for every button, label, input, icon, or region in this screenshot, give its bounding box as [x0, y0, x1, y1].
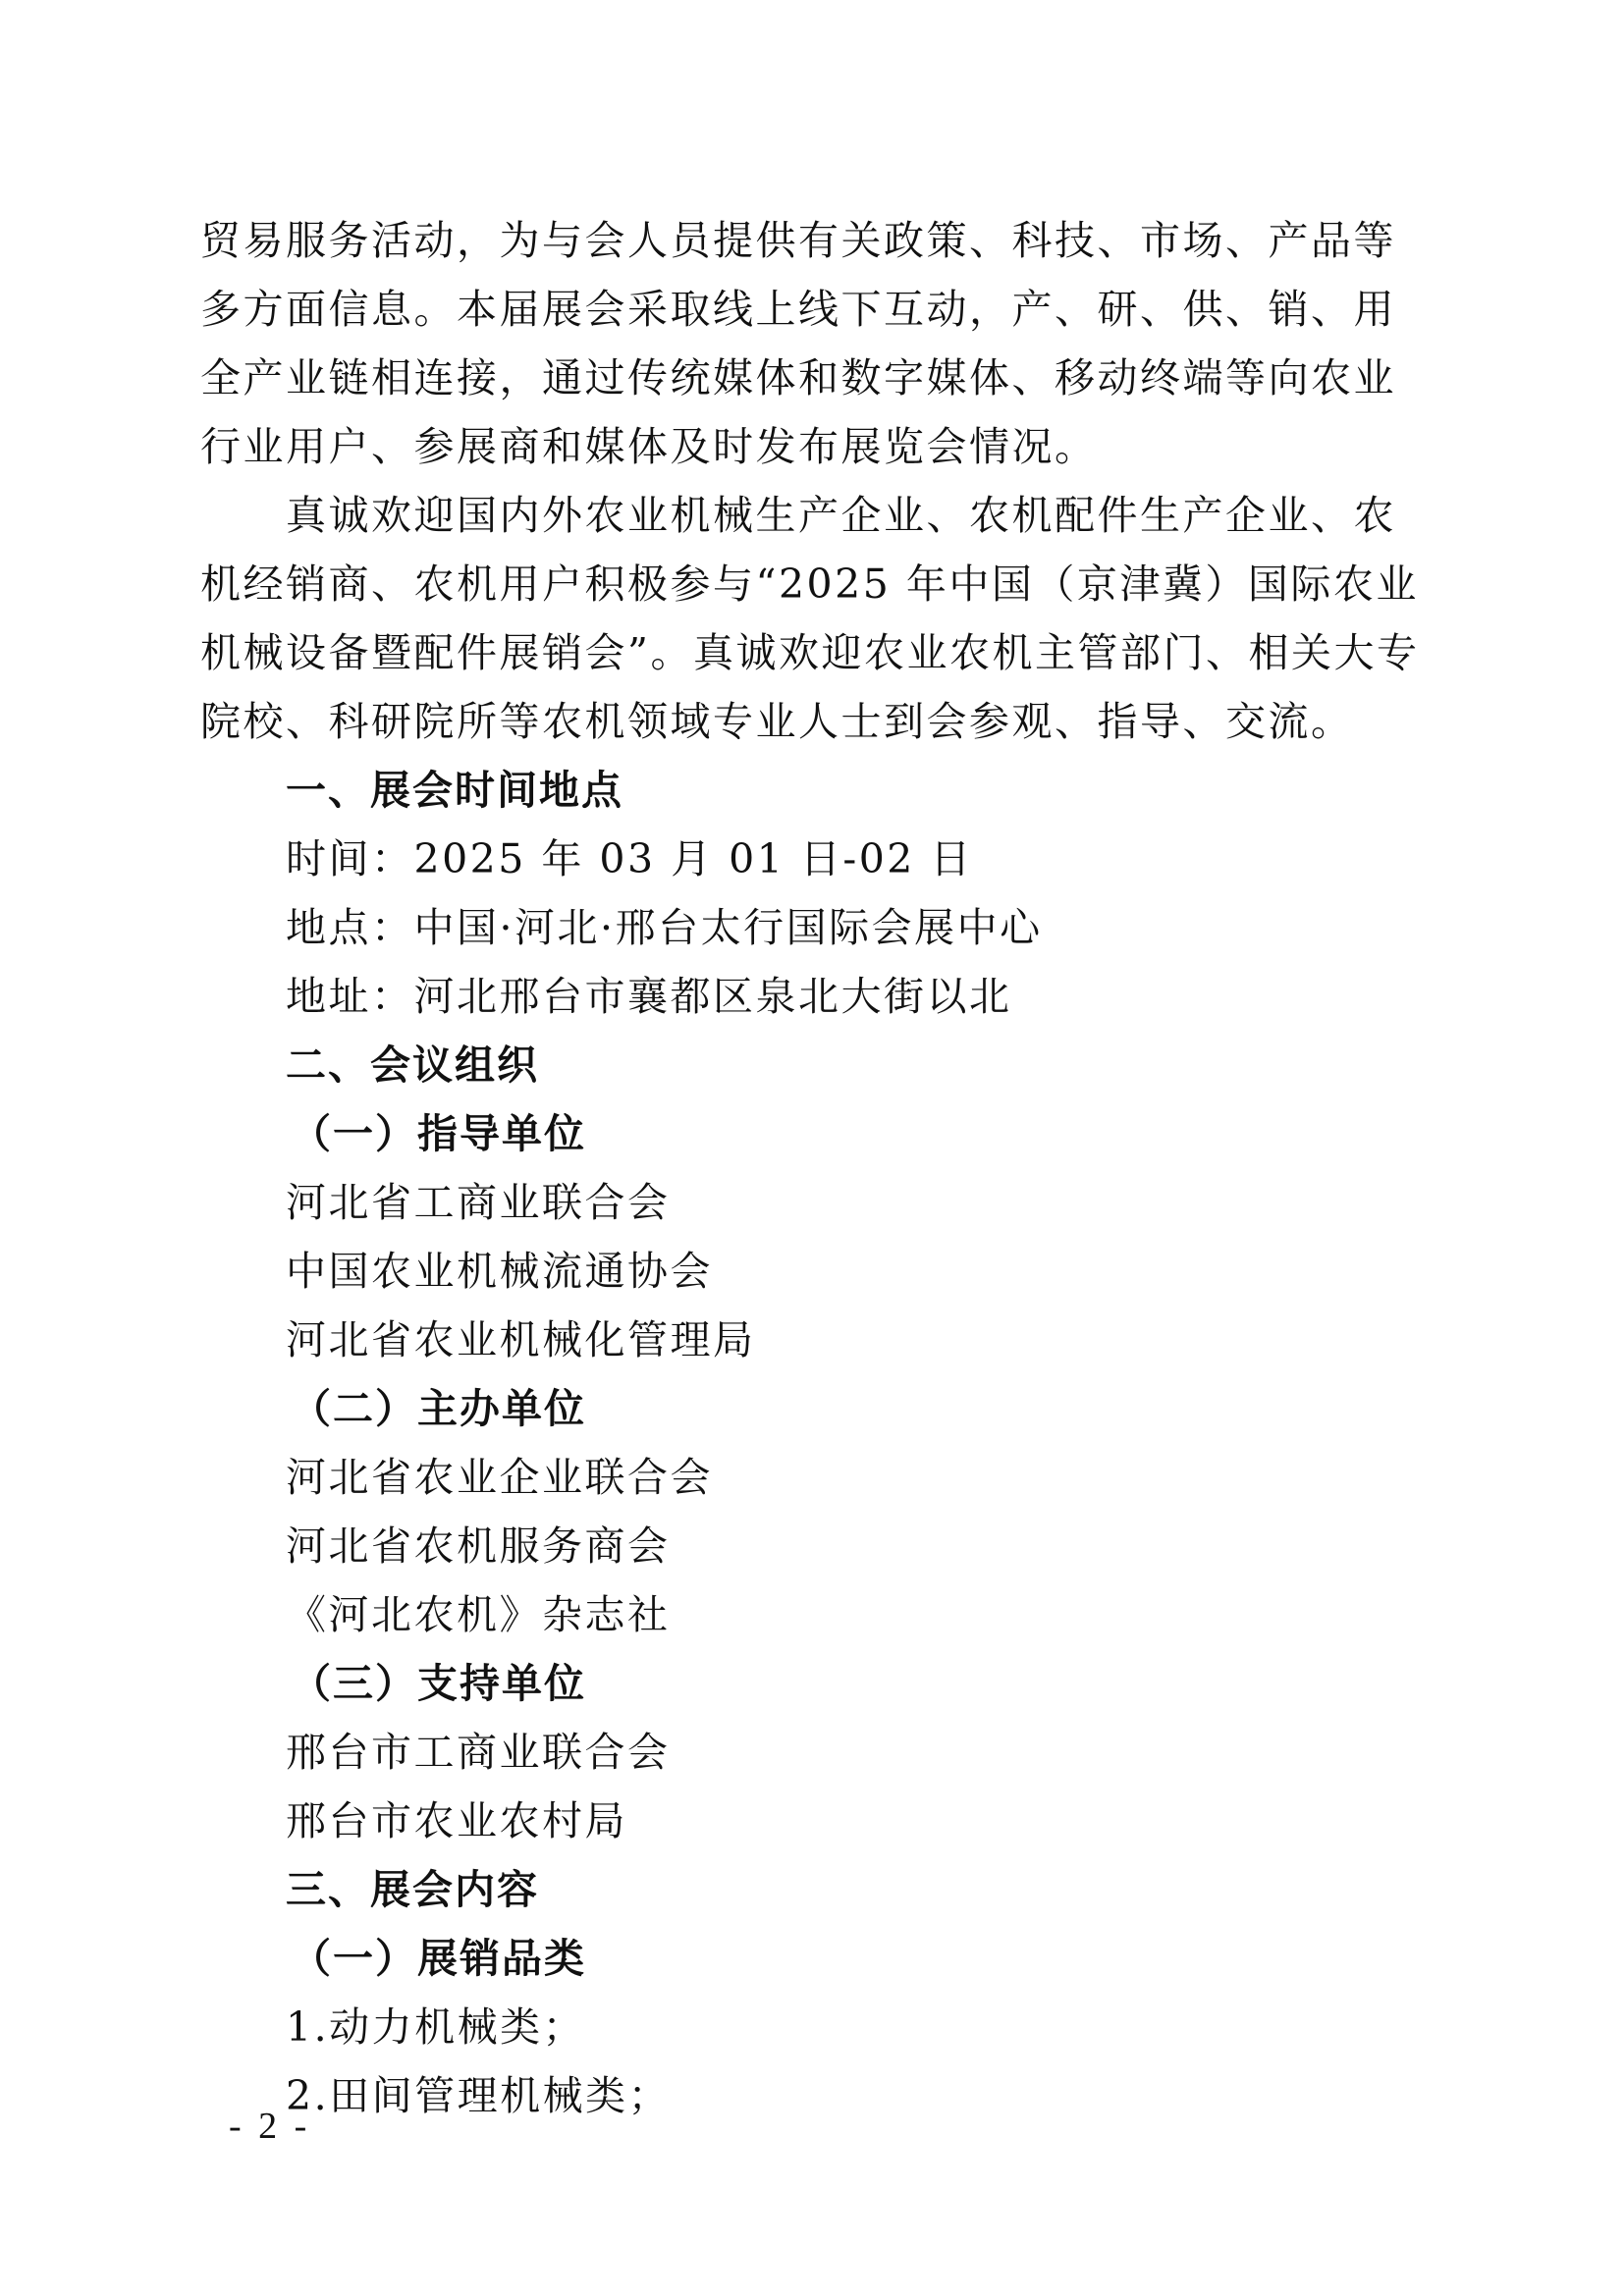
- document-body: [200, 206, 1428, 2130]
- paragraph-line: 院校、科研院所等农机领域专业人士到会参观、指导、交流。: [200, 698, 1354, 745]
- category-item: 1.动力机械类；: [286, 2003, 586, 2051]
- section-heading: 二、会议组织: [286, 1041, 539, 1089]
- page-number: - 2 -: [229, 2106, 311, 2147]
- category-item: 2.田间管理机械类；: [286, 2072, 672, 2119]
- organization-item: 邢台市工商业联合会: [286, 1729, 671, 1776]
- organization-item: 河北省农业机械化管理局: [286, 1316, 756, 1363]
- subsection-heading: （三）支持单位: [291, 1660, 586, 1707]
- event-time: 时间：2025 年 03 月 01 日-02 日: [286, 835, 973, 882]
- paragraph-line: 行业用户、参展商和媒体及时发布展览会情况。: [200, 423, 1098, 470]
- subsection-heading: （一）展销品类: [291, 1935, 586, 1982]
- paragraph-line: 贸易服务活动，为与会人员提供有关政策、科技、市场、产品等: [200, 217, 1396, 264]
- section-heading: 一、展会时间地点: [286, 767, 623, 814]
- organization-item: 邢台市农业农村局: [286, 1797, 627, 1844]
- paragraph-line: 多方面信息。本届展会采取线上线下互动，产、研、供、销、用: [200, 286, 1396, 333]
- organization-item: 河北省农业企业联合会: [286, 1454, 713, 1501]
- organization-item: 中国农业机械流通协会: [286, 1248, 713, 1295]
- event-address: 地址：河北邢台市襄都区泉北大街以北: [286, 973, 1012, 1020]
- paragraph-line: 真诚欢迎国内外农业机械生产企业、农机配件生产企业、农: [286, 492, 1396, 539]
- paragraph-line: 机经销商、农机用户积极参与“2025 年中国（京津冀）国际农业: [200, 561, 1419, 608]
- organization-item: 河北省农机服务商会: [286, 1522, 671, 1570]
- organization-item: 河北省工商业联合会: [286, 1179, 671, 1226]
- paragraph-line: 机械设备暨配件展销会”。真诚欢迎农业农机主管部门、相关大专: [200, 629, 1420, 676]
- paragraph-line: 全产业链相连接，通过传统媒体和数字媒体、移动终端等向农业: [200, 354, 1396, 401]
- subsection-heading: （二）主办单位: [291, 1385, 586, 1432]
- organization-item: 《河北农机》杂志社: [286, 1591, 671, 1638]
- section-heading: 三、展会内容: [286, 1866, 539, 1913]
- event-place: 地点：中国·河北·邢台太行国际会展中心: [286, 904, 1043, 951]
- subsection-heading: （一）指导单位: [291, 1110, 586, 1157]
